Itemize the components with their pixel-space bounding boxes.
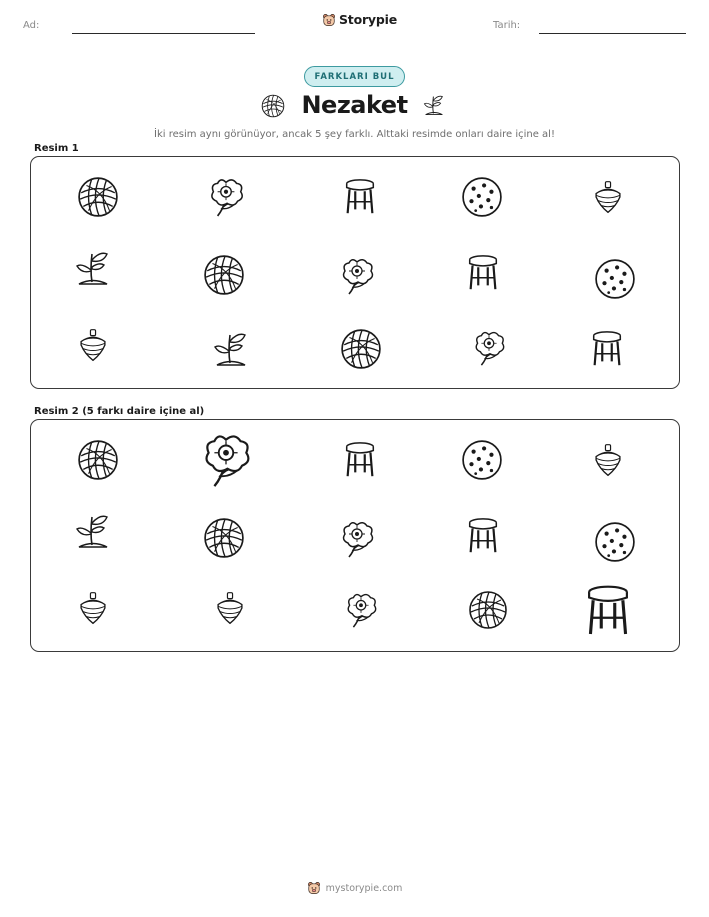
spinning-top-icon (213, 585, 247, 631)
cookie-icon (594, 521, 636, 563)
cookie-icon (461, 176, 503, 218)
page-title: Nezaket (301, 91, 408, 119)
yarn-ball-icon (77, 176, 119, 218)
spinning-top-icon (591, 437, 625, 483)
stool-icon (588, 328, 626, 370)
flower-icon (337, 515, 377, 563)
flower-icon (470, 324, 508, 372)
sprout-icon (73, 509, 113, 553)
sprout-icon (73, 246, 113, 290)
sprout-icon (422, 93, 446, 117)
stool-icon (464, 515, 502, 557)
picture-2-panel (30, 419, 680, 652)
yarn-ball-icon (203, 254, 245, 296)
cookie-icon (461, 439, 503, 481)
yarn-ball-icon (203, 517, 245, 559)
date-label: Tarih: (493, 20, 521, 31)
flower-icon (197, 426, 255, 494)
name-label: Ad: (23, 20, 40, 31)
yarn-ball-icon (340, 328, 382, 370)
stool-icon (341, 176, 379, 218)
brand-name: Storypie (339, 12, 397, 27)
activity-badge: FARKLARI BUL (304, 66, 405, 87)
instruction-text: İki resim aynı görünüyor, ancak 5 şey farklı. Alttaki resimde onları daire içine al! (154, 129, 555, 140)
spinning-top-icon (76, 322, 110, 368)
stool-icon (341, 439, 379, 481)
brand (322, 12, 397, 27)
flower-icon (337, 252, 377, 300)
sprout-icon (211, 326, 251, 372)
picture-1-label: Resim 1 (34, 143, 79, 154)
picture-2-label: Resim 2 (5 farkı daire içine al) (34, 406, 205, 417)
flower-icon (342, 587, 380, 633)
cookie-icon (594, 258, 636, 300)
date-line[interactable] (539, 33, 686, 34)
picture-1-panel (30, 156, 680, 389)
spinning-top-icon (591, 174, 625, 220)
bear-logo-icon (307, 881, 321, 895)
spinning-top-icon (76, 585, 110, 631)
yarn-ball-icon (468, 590, 508, 630)
footer (0, 881, 709, 895)
stool-icon (464, 252, 502, 294)
name-line[interactable] (72, 33, 255, 34)
flower-icon (205, 175, 247, 219)
bear-logo-icon (322, 13, 336, 27)
stool-icon (581, 579, 635, 643)
footer-url[interactable]: mystorypie.com (325, 882, 403, 894)
yarn-ball-icon (77, 439, 119, 481)
